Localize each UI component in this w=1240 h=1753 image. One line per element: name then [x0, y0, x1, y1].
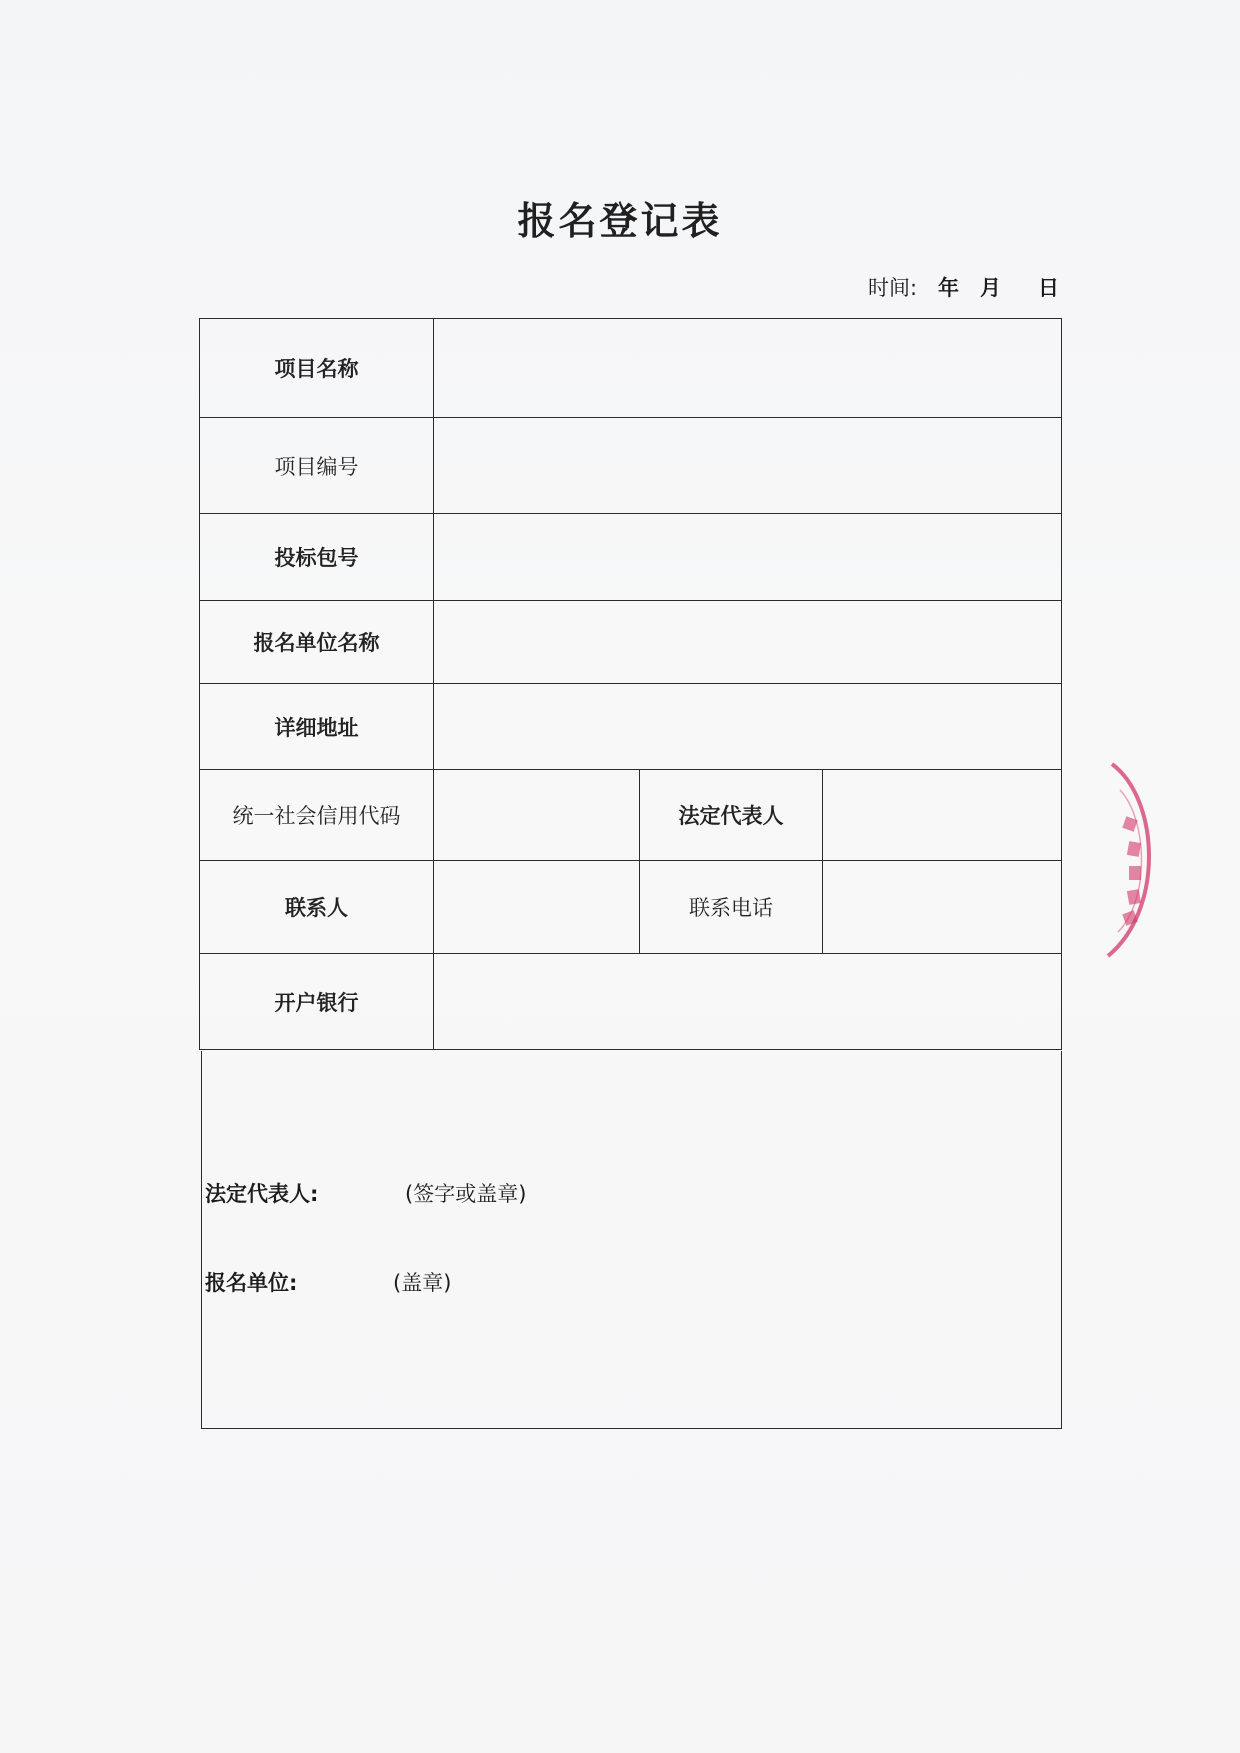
label-phone: 联系电话 — [640, 861, 823, 954]
label-legal-rep: 法定代表人 — [640, 770, 823, 861]
value-legal-rep[interactable] — [823, 770, 1062, 861]
table-row — [200, 861, 1062, 954]
label-project-name: 项目名称 — [200, 319, 434, 418]
label-project-number: 项目编号 — [200, 418, 434, 514]
date-month: 月 — [980, 276, 1001, 300]
label-applicant-name: 报名单位名称 — [200, 601, 434, 684]
value-address[interactable] — [434, 684, 1062, 770]
table-row — [200, 684, 1062, 770]
table-row — [200, 319, 1062, 418]
signature-section — [201, 1051, 1062, 1429]
label-bid-package: 投标包号 — [200, 514, 434, 601]
seal-stamp-fragment — [1098, 760, 1168, 960]
table-row — [200, 770, 1062, 861]
value-phone[interactable] — [823, 861, 1062, 954]
table-row — [200, 514, 1062, 601]
date-label: 时间: — [868, 276, 918, 300]
value-applicant-name[interactable] — [434, 601, 1062, 684]
registration-table — [199, 318, 1062, 1050]
legal-rep-signature-line — [205, 1178, 526, 1208]
value-bank[interactable] — [434, 954, 1062, 1050]
value-bid-package[interactable] — [434, 514, 1062, 601]
value-contact[interactable] — [434, 861, 640, 954]
value-credit-code[interactable] — [434, 770, 640, 861]
legal-rep-signature-note: (签字或盖章) — [405, 1182, 527, 1206]
label-bank: 开户银行 — [200, 954, 434, 1050]
unit-seal-note: (盖章) — [393, 1271, 452, 1295]
label-credit-code: 统一社会信用代码 — [200, 770, 434, 861]
unit-seal-line — [205, 1267, 451, 1297]
label-address: 详细地址 — [200, 684, 434, 770]
date-day: 日 — [1038, 276, 1059, 300]
value-project-name[interactable] — [434, 319, 1062, 418]
date-year: 年 — [938, 276, 959, 300]
form-title: 报名登记表 — [517, 199, 723, 243]
legal-rep-signature-label: 法定代表人: — [205, 1182, 319, 1206]
value-project-number[interactable] — [434, 418, 1062, 514]
unit-seal-label: 报名单位: — [205, 1271, 298, 1295]
table-row — [200, 954, 1062, 1050]
label-contact: 联系人 — [200, 861, 434, 954]
table-row — [200, 418, 1062, 514]
date-line — [868, 272, 1059, 302]
table-row — [200, 601, 1062, 684]
